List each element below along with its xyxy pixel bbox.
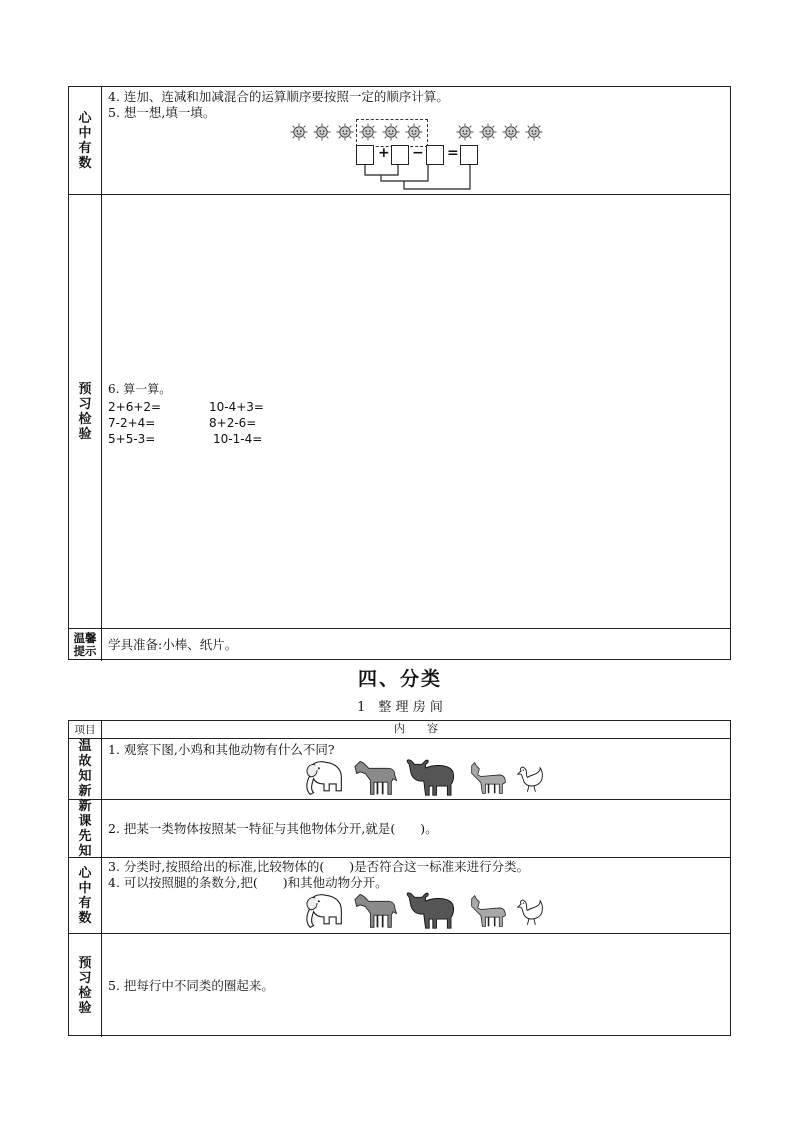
lesson-title: 1 整 理 房 间 [357, 700, 443, 715]
sun-icon [479, 123, 497, 141]
row-label: 新课先知 [69, 800, 102, 857]
answer-box[interactable] [356, 145, 374, 165]
text-line: 4. 连加、连减和加减混合的运算顺序要按照一定的顺序计算。 [108, 89, 449, 104]
sun-icon [456, 123, 474, 141]
row-label: 心中有数 [69, 87, 102, 194]
buffalo-icon [402, 890, 460, 930]
header-item: 项目 [69, 721, 102, 738]
problem-right: 8+2-6= [209, 416, 257, 430]
elephant-icon [298, 757, 350, 797]
problem-heading: 6. 算一算。 [108, 382, 172, 396]
row-content [108, 858, 726, 933]
elephant-icon [298, 890, 350, 930]
problem-left: 5+5-3= [108, 432, 156, 446]
horse-icon [348, 890, 400, 930]
sun-icon [313, 123, 331, 141]
text-line: 1. 观察下图,小鸡和其他动物有什么不同? [108, 742, 335, 757]
row-label: 预习检验 [69, 934, 102, 1037]
row-content [108, 800, 726, 857]
row-content [108, 87, 726, 194]
row-preview [69, 933, 730, 1037]
row-content [108, 934, 726, 1037]
goat-icon [464, 892, 510, 930]
bracket-lines [348, 165, 488, 195]
text-line: 5. 把每行中不同类的圈起来。 [108, 978, 274, 993]
row-tip [69, 628, 730, 661]
minus-sign: − [412, 145, 424, 161]
text-line: 3. 分类时,按照给出的标准,比较物体的( )是否符合这一标准来进行分类。 [108, 859, 530, 874]
text-line: 4. 可以按照腿的条数分,把( )和其他动物分开。 [108, 875, 388, 890]
header-row [69, 721, 730, 738]
horse-icon [348, 757, 400, 797]
row-review [69, 738, 730, 799]
chicken-icon [512, 896, 546, 928]
row-label: 温故知新 [69, 739, 102, 799]
buffalo-icon [402, 757, 460, 797]
row-label: 温馨提示 [69, 629, 102, 661]
bottom-table [68, 720, 731, 1036]
answer-box[interactable] [426, 145, 444, 165]
text-line: 2. 把某一类物体按照某一特征与其他物体分开,就是( )。 [108, 821, 438, 836]
row-content [108, 739, 726, 799]
row-heart [69, 857, 730, 933]
dashed-group [356, 119, 428, 147]
problem-right: 10-4+3= [209, 400, 264, 414]
plus-sign: + [378, 145, 390, 161]
row-content [108, 195, 726, 628]
header-content: 内 容 [394, 722, 438, 735]
row-preview [69, 194, 730, 628]
row-content [108, 629, 726, 661]
problem-left: 7-2+4= [108, 416, 156, 430]
problem-right: 10-1-4= [213, 432, 263, 446]
top-table [68, 86, 731, 660]
answer-box[interactable] [391, 145, 409, 165]
equals-sign: = [447, 145, 459, 161]
answer-box[interactable] [460, 145, 478, 165]
row-label: 心中有数 [69, 858, 102, 933]
row-heart [69, 87, 730, 194]
chicken-icon [512, 763, 546, 795]
sun-icon [502, 123, 520, 141]
text-line: 5. 想一想,填一填。 [108, 105, 216, 120]
row-new [69, 799, 730, 857]
problem-left: 2+6+2= [108, 400, 162, 414]
row-label: 预习检验 [69, 195, 102, 628]
sun-icon [525, 123, 543, 141]
tip-text: 学具准备:小棒、纸片。 [108, 637, 238, 652]
sun-icon [290, 123, 308, 141]
goat-icon [464, 759, 510, 797]
section-title: 四、分类 [357, 668, 442, 690]
sun-icon [336, 123, 354, 141]
